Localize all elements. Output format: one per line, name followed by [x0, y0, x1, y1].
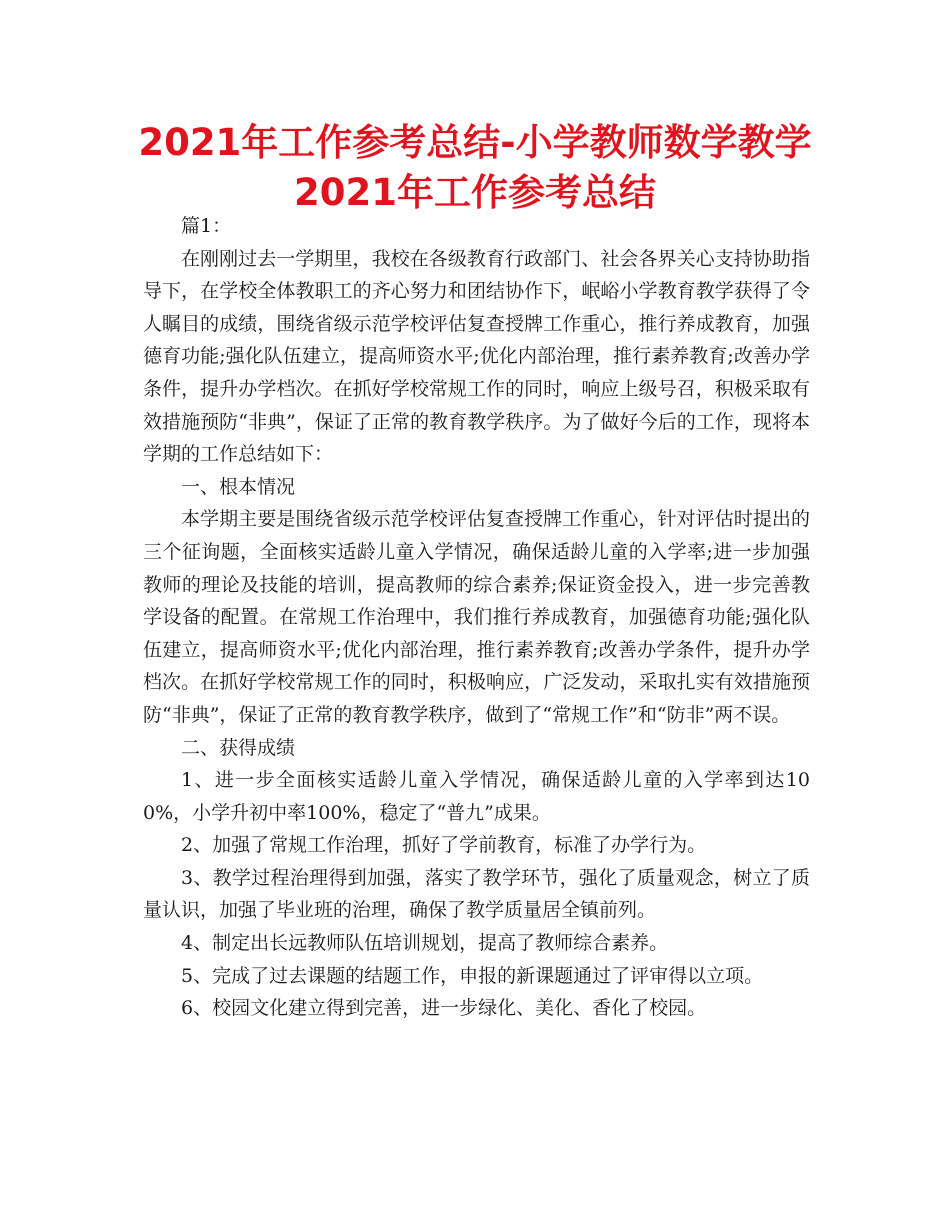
list-item-achievement-2: 2、加强了常规工作治理，抓好了学前教育，标准了办学行为。 [181, 834, 707, 857]
list-item-achievement-6: 6、校园文化建立得到完善，进一步绿化、美化、香化了校园。 [181, 997, 707, 1020]
heading-achievements: 二、获得成绩 [181, 736, 296, 759]
heading-basic-situation: 一、根本情况 [181, 475, 296, 498]
paragraph-section-label: 篇1： [181, 215, 232, 237]
paragraph-intro: 在刚刚过去一学期里，我校在各级教育行政部门、社会各界关心支持协助指导下，在学校全体教职工的齐心努力和团结协作下，岷峪小学教育教学获得了令人瞩目的成绩，围绕省级示范学校评估复查授牌工作重心，推行养成教育，加强德育功能;强化队伍建立，提高师资水平;优化内部治理，推行素养教育;改善办学条件，提升办学档次。在抓好学校常规工作的同时，响应上级号召，积极采取有效措施预防“非典”，保证了正常的教育教学秩序。为了做好今后的工作，现将本学期的工作总结如下： [143, 247, 810, 466]
list-item-achievement-4: 4、制定出长远教师队伍培训规划，提高了教师综合素养。 [181, 932, 669, 955]
document-body [143, 210, 810, 1025]
list-item-achievement-1: 1、进一步全面核实适龄儿童入学情况，确保适龄儿童的入学率到达100%，小学升初中率100%，稳定了“普九”成果。 [143, 769, 810, 824]
document-title: 2021年工作参考总结-小学教师数学教学2021年工作参考总结 [138, 121, 812, 214]
list-item-achievement-5: 5、完成了过去课题的结题工作，申报的新课题通过了评审得以立项。 [181, 964, 764, 987]
paragraph-basic-situation: 本学期主要是围绕省级示范学校评估复查授牌工作重心，针对评估时提出的三个征询题，全面核实适龄儿童入学情况，确保适龄儿童的入学率;进一步加强教师的理论及技能的培训，提高教师的综合素养;保证资金投入，进一步完善教学设备的配置。在常规工作治理中，我们推行养成教育，加强德育功能;强化队伍建立，提高师资水平;优化内部治理，推行素养教育;改善办学条件，提升办学档次。在抓好学校常规工作的同时，积极响应，广泛发动，采取扎实有效措施预防“非典”，保证了正常的教育教学秩序，做到了“常规工作”和“防非”两不误。 [143, 508, 810, 726]
list-item-achievement-3: 3、教学过程治理得到加强，落实了教学环节，强化了质量观念，树立了质量认识，加强了毕业班的治理，确保了教学质量居全镇前列。 [143, 866, 810, 922]
